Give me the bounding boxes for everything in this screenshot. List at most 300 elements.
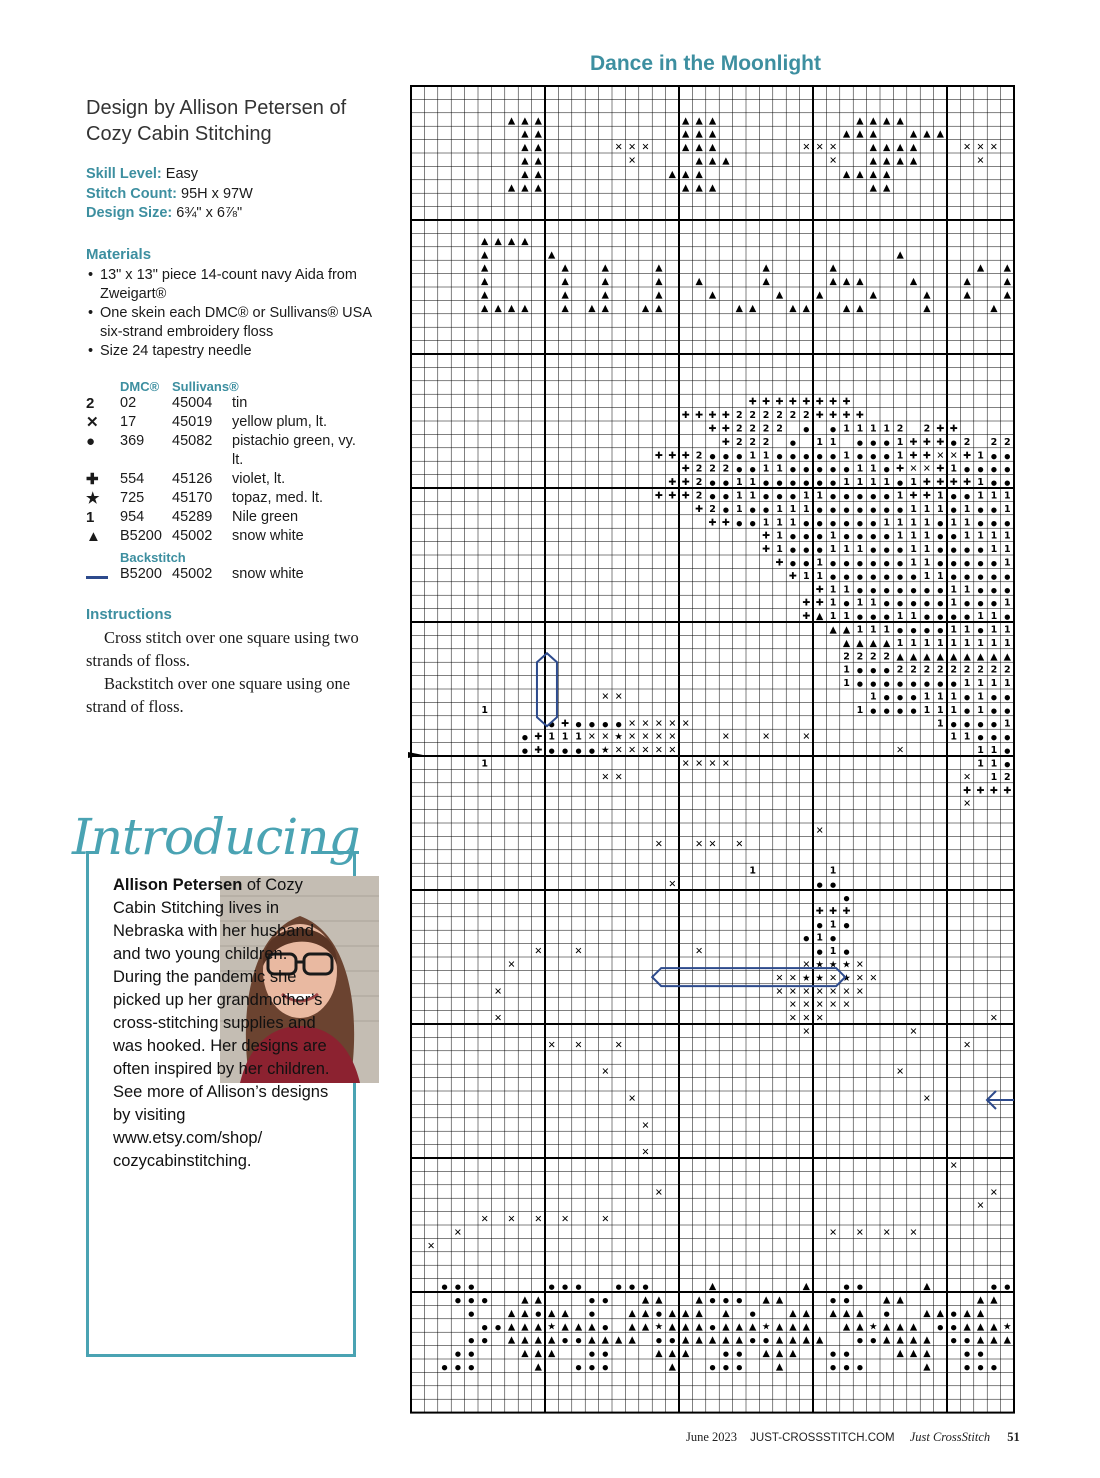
chart-symbol-snow-white: ▲ xyxy=(923,651,931,663)
chart-symbol-nile-green: 1 xyxy=(749,450,757,462)
backstitch-sullivans: 45002 xyxy=(172,565,213,582)
chart-symbol-snow-white: ▲ xyxy=(534,1294,542,1306)
chart-symbol-violet: ✚ xyxy=(896,463,905,475)
chart-symbol-pistachio: ● xyxy=(736,1350,743,1359)
chart-symbol-snow-white: ▲ xyxy=(950,651,958,663)
chart-symbol-nile-green: 1 xyxy=(977,530,984,542)
chart-symbol-nile-green: 1 xyxy=(910,503,917,515)
chart-symbol-nile-green: 1 xyxy=(883,624,891,636)
chart-symbol-pistachio: ● xyxy=(736,1296,743,1305)
chart-symbol-snow-white: ▲ xyxy=(494,302,502,314)
key-row xyxy=(86,508,386,527)
chart-title: Dance in the Moonlight xyxy=(590,52,821,75)
chart-symbol-nile-green: 1 xyxy=(910,517,917,529)
chart-symbol-nile-green: 1 xyxy=(869,691,877,703)
chart-symbol-snow-white: ▲ xyxy=(990,302,998,314)
chart-symbol-yellow-plum: ✕ xyxy=(721,731,730,743)
chart-symbol-snow-white: ▲ xyxy=(695,128,703,140)
designer-bio xyxy=(113,874,338,1173)
chart-symbol-snow-white: ▲ xyxy=(976,262,985,274)
chart-symbol-snow-white: ▲ xyxy=(869,115,877,127)
chart-symbol-pistachio: ● xyxy=(763,1336,770,1345)
chart-symbol-snow-white: ▲ xyxy=(695,182,703,194)
chart-symbol-pistachio: ● xyxy=(1004,613,1011,622)
chart-symbol-pistachio: ● xyxy=(856,680,863,689)
chart-symbol-nile-green: 1 xyxy=(923,544,931,556)
chart-symbol-tin: 2 xyxy=(735,410,743,422)
chart-symbol-yellow-plum: ✕ xyxy=(480,1214,489,1226)
chart-symbol-pistachio: ● xyxy=(897,680,904,689)
chart-symbol-pistachio: ● xyxy=(977,626,984,635)
chart-symbol-violet: ✚ xyxy=(909,490,918,502)
chart-symbol-tin: 2 xyxy=(990,664,998,676)
chart-symbol-snow-white: ▲ xyxy=(762,276,770,288)
chart-symbol-snow-white: ▲ xyxy=(708,142,717,154)
chart-symbol-pistachio: ● xyxy=(964,706,971,715)
footer-magazine: Just CrossStitch xyxy=(909,1430,991,1444)
chart-symbol-yellow-plum: ✕ xyxy=(922,463,931,475)
chart-symbol-pistachio: ● xyxy=(950,1336,957,1345)
chart-symbol-nile-green: 1 xyxy=(950,704,958,716)
chart-symbol-pistachio: ● xyxy=(977,465,984,474)
chart-symbol-pistachio: ● xyxy=(870,666,877,675)
chart-symbol-nile-green: 1 xyxy=(883,423,891,435)
chart-symbol-pistachio: ● xyxy=(977,1363,984,1372)
chart-symbol-violet: ✚ xyxy=(775,396,784,408)
chart-symbol-pistachio: ● xyxy=(950,680,957,689)
chart-symbol-nile-green: 1 xyxy=(1003,678,1011,690)
chart-symbol-pistachio: ● xyxy=(964,492,971,501)
chart-symbol-pistachio: ● xyxy=(870,438,877,447)
chart-symbol-snow-white: ▲ xyxy=(789,1307,797,1319)
chart-symbol-pistachio: ● xyxy=(615,1283,622,1292)
chart-symbol-pistachio: ● xyxy=(897,706,904,715)
chart-symbol-snow-white: ▲ xyxy=(923,1334,931,1346)
chart-symbol-violet: ✚ xyxy=(762,544,771,556)
chart-symbol-nile-green: 1 xyxy=(936,704,944,716)
chart-symbol-snow-white: ▲ xyxy=(655,1294,663,1306)
chart-symbol-yellow-plum: ✕ xyxy=(802,999,811,1011)
chart-symbol-snow-white: ▲ xyxy=(869,168,877,180)
chart-symbol-pistachio: ● xyxy=(883,572,890,581)
chart-symbol-snow-white: ▲ xyxy=(735,302,743,314)
chart-symbol-pistachio: ● xyxy=(481,1296,488,1305)
chart-symbol-nile-green: 1 xyxy=(869,463,877,475)
chart-symbol-pistachio: ● xyxy=(803,465,810,474)
chart-symbol-nile-green: 1 xyxy=(1003,718,1011,730)
chart-symbol-yellow-plum: ✕ xyxy=(721,758,730,770)
chart-symbol-pistachio: ● xyxy=(883,505,890,514)
chart-symbol-nile-green: 1 xyxy=(829,436,837,448)
chart-symbol-yellow-plum: ✕ xyxy=(601,731,610,743)
chart-symbol-snow-white: ▲ xyxy=(695,276,703,288)
chart-symbol-nile-green: 1 xyxy=(936,637,944,649)
chart-symbol-topaz: ★ xyxy=(601,745,610,757)
chart-symbol-pistachio: ● xyxy=(937,532,944,541)
chart-symbol-yellow-plum: ✕ xyxy=(976,155,985,167)
chart-symbol-tin: 2 xyxy=(749,410,757,422)
chart-symbol-pistachio: ● xyxy=(709,1363,716,1372)
chart-symbol-pistachio: ● xyxy=(763,479,770,488)
chart-symbol-pistachio: ● xyxy=(521,733,528,742)
chart-symbol-snow-white: ▲ xyxy=(802,1334,810,1346)
chart-symbol-pistachio: ● xyxy=(629,1283,636,1292)
chart-symbol-pistachio: ● xyxy=(883,680,890,689)
chart-symbol-pistachio: ● xyxy=(990,586,997,595)
chart-symbol-nile-green: 1 xyxy=(762,463,770,475)
chart-symbol-pistachio: ● xyxy=(856,613,863,622)
spec-count xyxy=(86,185,386,205)
chart-symbol-violet: ✚ xyxy=(936,436,945,448)
chart-symbol-pistachio: ● xyxy=(897,586,904,595)
chart-symbol-snow-white: ▲ xyxy=(909,155,918,167)
chart-symbol-violet: ✚ xyxy=(815,905,824,917)
chart-symbol-snow-white: ▲ xyxy=(869,155,877,167)
chart-symbol-pistachio: ● xyxy=(736,465,743,474)
chart-symbol-yellow-plum: ✕ xyxy=(829,142,838,154)
material-item: • Size 24 tapestry needle xyxy=(100,342,386,361)
chart-symbol-pistachio: ● xyxy=(870,680,877,689)
chart-symbol-yellow-plum: ✕ xyxy=(601,1214,610,1226)
chart-symbol-nile-green: 1 xyxy=(816,436,824,448)
chart-symbol-nile-green: 1 xyxy=(1003,530,1011,542)
chart-symbol-nile-green: 1 xyxy=(990,611,998,623)
chart-symbol-nile-green: 1 xyxy=(990,678,998,690)
chart-symbol-snow-white: ▲ xyxy=(842,168,851,180)
chart-symbol-snow-white: ▲ xyxy=(909,142,918,154)
chart-symbol-snow-white: ▲ xyxy=(615,1334,623,1346)
chart-symbol-pistachio: ● xyxy=(843,1363,850,1372)
chart-symbol-nile-green: 1 xyxy=(829,544,837,556)
chart-symbol-snow-white: ▲ xyxy=(507,1334,516,1346)
chart-symbol-snow-white: ▲ xyxy=(883,115,891,127)
chart-symbol-snow-white: ▲ xyxy=(548,249,556,261)
chart-symbol-nile-green: 1 xyxy=(843,664,850,676)
chart-symbol-snow-white: ▲ xyxy=(963,289,971,301)
chart-symbol-snow-white: ▲ xyxy=(735,1321,743,1333)
chart-symbol-snow-white: ▲ xyxy=(842,302,851,314)
chart-symbol-pistachio: ● xyxy=(548,1283,555,1292)
chart-symbol-violet: ✚ xyxy=(976,785,985,797)
chart-symbol-pistachio: ● xyxy=(964,693,971,702)
chart-symbol-violet: ✚ xyxy=(842,410,851,422)
chart-symbol-violet: ✚ xyxy=(681,490,690,502)
chart-symbol-pistachio: ● xyxy=(923,680,930,689)
chart-symbol-pistachio: ● xyxy=(789,492,796,501)
chart-symbol-pistachio: ● xyxy=(883,465,890,474)
chart-symbol-pistachio: ● xyxy=(588,720,595,729)
chart-symbol-pistachio: ● xyxy=(937,586,944,595)
skill-value: Easy xyxy=(165,166,199,182)
chart-symbol-yellow-plum: ✕ xyxy=(507,1214,516,1226)
chart-symbol-snow-white: ▲ xyxy=(641,302,650,314)
chart-symbol-violet: ✚ xyxy=(788,570,797,582)
chart-symbol-yellow-plum: ✕ xyxy=(788,986,797,998)
chart-symbol-topaz: ★ xyxy=(842,959,851,971)
chart-symbol-nile-green: 1 xyxy=(561,731,569,743)
chart-symbol-yellow-plum: ✕ xyxy=(949,1160,958,1172)
chart-symbol-snow-white: ▲ xyxy=(816,289,824,301)
chart-symbol-nile-green: 1 xyxy=(936,691,944,703)
chart-symbol-pistachio: ● xyxy=(562,1283,569,1292)
instructions xyxy=(86,626,386,718)
chart-symbol-pistachio: ● xyxy=(856,1336,863,1345)
chart-symbol-snow-white: ▲ xyxy=(548,1334,556,1346)
chart-symbol-pistachio: ● xyxy=(803,452,810,461)
chart-symbol-nile-green: 1 xyxy=(749,865,757,877)
chart-symbol-yellow-plum: ✕ xyxy=(815,986,824,998)
chart-symbol-violet: ✚ xyxy=(815,597,824,609)
chart-symbol-pistachio: ● xyxy=(843,599,850,608)
chart-symbol-pistachio: ● xyxy=(883,546,890,555)
chart-symbol-snow-white: ▲ xyxy=(869,289,877,301)
chart-symbol-nile-green: 1 xyxy=(936,718,944,730)
chart-symbol-yellow-plum: ✕ xyxy=(601,691,610,703)
chart-symbol-pistachio: ● xyxy=(709,492,716,501)
chart-symbol-pistachio: ● xyxy=(950,532,957,541)
chart-symbol-nile-green: 1 xyxy=(843,423,850,435)
chart-symbol-violet: ✚ xyxy=(936,423,945,435)
cross-stitch-chart xyxy=(406,81,1016,1419)
chart-symbol-yellow-plum: ✕ xyxy=(855,959,864,971)
chart-symbol-violet: ✚ xyxy=(668,477,677,489)
chart-symbol-nile-green: 1 xyxy=(977,745,984,757)
chart-symbol-snow-white: ▲ xyxy=(641,1307,650,1319)
intro-title: Introducing xyxy=(72,808,360,866)
chart-symbol-violet: ✚ xyxy=(708,423,717,435)
chart-symbol-violet: ✚ xyxy=(802,611,811,623)
chart-symbol-pistachio: ● xyxy=(990,505,997,514)
chart-symbol-pistachio: ● xyxy=(883,706,890,715)
chart-symbol-pistachio: ● xyxy=(763,492,770,501)
chart-symbol-snow-white: ▲ xyxy=(548,1348,556,1360)
chart-symbol-violet: ✚ xyxy=(654,450,663,462)
chart-symbol-yellow-plum: ✕ xyxy=(976,1200,985,1212)
spec-skill xyxy=(86,165,386,185)
chart-symbol-violet: ✚ xyxy=(748,396,757,408)
chart-symbol-yellow-plum: ✕ xyxy=(815,1013,824,1025)
chart-symbol-tin: 2 xyxy=(722,463,730,475)
chart-symbol-snow-white: ▲ xyxy=(775,1294,784,1306)
chart-symbol-tin: 2 xyxy=(735,436,743,448)
chart-symbol-yellow-plum: ✕ xyxy=(896,1066,905,1078)
chart-symbol-violet: ✚ xyxy=(788,396,797,408)
chart-symbol-nile-green: 1 xyxy=(950,637,958,649)
chart-symbol-yellow-plum: ✕ xyxy=(815,825,824,837)
chart-symbol-pistachio: ● xyxy=(816,452,823,461)
chart-symbol-pistachio: ● xyxy=(736,1363,743,1372)
chart-symbol-yellow-plum: ✕ xyxy=(788,972,797,984)
chart-symbol-nile-green: 1 xyxy=(963,530,971,542)
chart-symbol-snow-white: ▲ xyxy=(695,1334,703,1346)
chart-symbol-pistachio: ● xyxy=(950,1309,957,1318)
chart-symbol-nile-green: 1 xyxy=(843,544,850,556)
chart-symbol-snow-white: ▲ xyxy=(507,1307,516,1319)
chart-symbol-pistachio: ● xyxy=(843,894,850,903)
bio-name: Allison Petersen xyxy=(113,876,243,894)
chart-symbol-snow-white: ▲ xyxy=(936,1307,944,1319)
designer-credit: Design by Allison Petersen of Cozy Cabin Stitching xyxy=(86,97,347,145)
chart-symbol-yellow-plum: ✕ xyxy=(668,731,677,743)
sullivans-header: Sullivans® xyxy=(172,378,239,394)
chart-symbol-snow-white: ▲ xyxy=(896,1348,904,1360)
chart-symbol-tin: 2 xyxy=(896,664,904,676)
chart-symbol-nile-green: 1 xyxy=(802,570,810,582)
chart-symbol-violet: ✚ xyxy=(936,463,945,475)
chart-symbol-yellow-plum: ✕ xyxy=(654,1187,663,1199)
chart-symbol-snow-white: ▲ xyxy=(775,1348,784,1360)
chart-symbol-nile-green: 1 xyxy=(923,637,931,649)
chart-symbol-pistachio: ● xyxy=(856,519,863,528)
chart-symbol-violet: ✚ xyxy=(963,477,972,489)
chart-symbol-snow-white: ▲ xyxy=(655,302,663,314)
chart-symbol-snow-white: ▲ xyxy=(708,1281,717,1293)
chart-symbol-snow-white: ▲ xyxy=(534,128,542,140)
key-symbol: ✚ xyxy=(86,470,99,488)
chart-symbol-snow-white: ▲ xyxy=(802,1321,810,1333)
chart-symbol-snow-white: ▲ xyxy=(521,142,529,154)
chart-symbol-snow-white: ▲ xyxy=(507,302,516,314)
chart-symbol-pistachio: ● xyxy=(830,479,837,488)
chart-symbol-yellow-plum: ✕ xyxy=(654,718,663,730)
chart-symbol-snow-white: ▲ xyxy=(789,302,797,314)
chart-symbol-snow-white: ▲ xyxy=(521,302,529,314)
chart-symbol-yellow-plum: ✕ xyxy=(882,1227,891,1239)
chart-symbol-pistachio: ● xyxy=(722,452,729,461)
chart-symbol-nile-green: 1 xyxy=(776,544,783,556)
chart-symbol-snow-white: ▲ xyxy=(695,155,703,167)
chart-symbol-snow-white: ▲ xyxy=(829,1307,837,1319)
chart-symbol-tin: 2 xyxy=(789,410,797,422)
chart-symbol-snow-white: ▲ xyxy=(883,155,891,167)
chart-symbol-nile-green: 1 xyxy=(789,517,797,529)
chart-symbol-pistachio: ● xyxy=(883,438,890,447)
chart-symbol-nile-green: 1 xyxy=(923,530,931,542)
chart-symbol-snow-white: ▲ xyxy=(923,128,931,140)
chart-symbol-violet: ✚ xyxy=(695,503,704,515)
chart-symbol-snow-white: ▲ xyxy=(722,1334,730,1346)
chart-symbol-nile-green: 1 xyxy=(923,517,931,529)
chart-symbol-snow-white: ▲ xyxy=(990,651,998,663)
chart-symbol-pistachio: ● xyxy=(897,546,904,555)
chart-symbol-yellow-plum: ✕ xyxy=(507,959,516,971)
chart-symbol-violet: ✚ xyxy=(668,490,677,502)
chart-symbol-violet: ✚ xyxy=(762,530,771,542)
chart-symbol-snow-white: ▲ xyxy=(923,1307,931,1319)
chart-symbol-pistachio: ● xyxy=(803,546,810,555)
chart-symbol-violet: ✚ xyxy=(829,905,838,917)
chart-symbol-snow-white: ▲ xyxy=(695,1321,703,1333)
chart-symbol-snow-white: ▲ xyxy=(481,235,489,247)
chart-symbol-tin: 2 xyxy=(735,423,743,435)
chart-symbol-violet: ✚ xyxy=(989,785,998,797)
chart-symbol-pistachio: ● xyxy=(883,599,890,608)
chart-symbol-snow-white: ▲ xyxy=(507,182,516,194)
chart-symbol-snow-white: ▲ xyxy=(749,302,757,314)
chart-symbol-nile-green: 1 xyxy=(950,584,958,596)
chart-symbol-snow-white: ▲ xyxy=(842,276,851,288)
chart-symbol-pistachio: ● xyxy=(575,1283,582,1292)
chart-symbol-nile-green: 1 xyxy=(829,946,837,958)
chart-symbol-snow-white: ▲ xyxy=(842,1307,851,1319)
chart-symbol-topaz: ★ xyxy=(547,1321,556,1333)
chart-symbol-pistachio: ● xyxy=(803,519,810,528)
chart-symbol-pistachio: ● xyxy=(964,465,971,474)
skill-label: Skill Level: xyxy=(86,166,162,182)
chart-symbol-nile-green: 1 xyxy=(977,678,984,690)
chart-symbol-yellow-plum: ✕ xyxy=(427,1240,436,1252)
page-footer xyxy=(686,1430,1020,1445)
material-item: • 13" x 13" piece 14-count navy Aida from Zweigart® xyxy=(100,266,386,304)
chart-symbol-snow-white: ▲ xyxy=(789,1321,797,1333)
chart-symbol-pistachio: ● xyxy=(709,1296,716,1305)
chart-symbol-pistachio: ● xyxy=(575,720,582,729)
dmc-header: DMC® xyxy=(120,378,160,394)
chart-symbol-nile-green: 1 xyxy=(869,423,877,435)
chart-symbol-pistachio: ● xyxy=(575,747,582,756)
chart-symbol-snow-white: ▲ xyxy=(655,1348,663,1360)
chart-symbol-snow-white: ▲ xyxy=(561,1321,569,1333)
chart-symbol-pistachio: ● xyxy=(843,1296,850,1305)
chart-symbol-nile-green: 1 xyxy=(977,450,984,462)
chart-symbol-nile-green: 1 xyxy=(950,691,958,703)
chart-symbol-nile-green: 1 xyxy=(869,597,877,609)
chart-symbol-pistachio: ● xyxy=(977,1350,984,1359)
chart-symbol-snow-white: ▲ xyxy=(628,1321,636,1333)
chart-symbol-pistachio: ● xyxy=(575,1363,582,1372)
chart-symbol-snow-white: ▲ xyxy=(548,1307,556,1319)
chart-symbol-pistachio: ● xyxy=(990,733,997,742)
chart-symbol-pistachio: ● xyxy=(870,519,877,528)
chart-symbol-pistachio: ● xyxy=(481,1336,488,1345)
chart-symbol-snow-white: ▲ xyxy=(735,1334,743,1346)
chart-symbol-pistachio: ● xyxy=(990,599,997,608)
chart-symbol-violet: ✚ xyxy=(802,597,811,609)
chart-symbol-yellow-plum: ✕ xyxy=(574,1039,583,1051)
chart-symbol-snow-white: ▲ xyxy=(816,1334,824,1346)
chart-symbol-violet: ✚ xyxy=(909,450,918,462)
material-item: • One skein each DMC® or Sullivans® USA six-strand embroidery floss xyxy=(100,304,386,342)
chart-symbol-tin: 2 xyxy=(762,410,770,422)
chart-symbol-tin: 2 xyxy=(923,423,931,435)
chart-symbol-pistachio: ● xyxy=(816,921,823,930)
chart-symbol-pistachio: ● xyxy=(789,559,796,568)
chart-symbol-nile-green: 1 xyxy=(735,477,743,489)
chart-symbol-nile-green: 1 xyxy=(990,624,998,636)
chart-symbol-nile-green: 1 xyxy=(990,771,998,783)
chart-symbol-pistachio: ● xyxy=(883,452,890,461)
chart-symbol-snow-white: ▲ xyxy=(682,128,690,140)
chart-symbol-snow-white: ▲ xyxy=(856,302,864,314)
chart-symbol-snow-white: ▲ xyxy=(708,1334,717,1346)
chart-symbol-nile-green: 1 xyxy=(990,490,998,502)
chart-symbol-pistachio: ● xyxy=(856,505,863,514)
chart-symbol-yellow-plum: ✕ xyxy=(547,1039,556,1051)
footer-site: JUST-CROSSSTITCH.COM xyxy=(750,1432,895,1444)
chart-symbol-yellow-plum: ✕ xyxy=(735,838,744,850)
left-column xyxy=(86,95,386,718)
chart-symbol-snow-white: ▲ xyxy=(561,302,569,314)
page-number: 51 xyxy=(1007,1430,1020,1444)
chart-symbol-pistachio: ● xyxy=(816,479,823,488)
chart-symbol-pistachio: ● xyxy=(830,1296,837,1305)
chart-symbol-nile-green: 1 xyxy=(936,503,944,515)
chart-symbol-violet: ✚ xyxy=(815,396,824,408)
chart-symbol-nile-green: 1 xyxy=(990,637,998,649)
chart-symbol-pistachio: ● xyxy=(468,1336,475,1345)
chart-symbol-tin: 2 xyxy=(762,423,770,435)
chart-symbol-pistachio: ● xyxy=(749,1309,756,1318)
